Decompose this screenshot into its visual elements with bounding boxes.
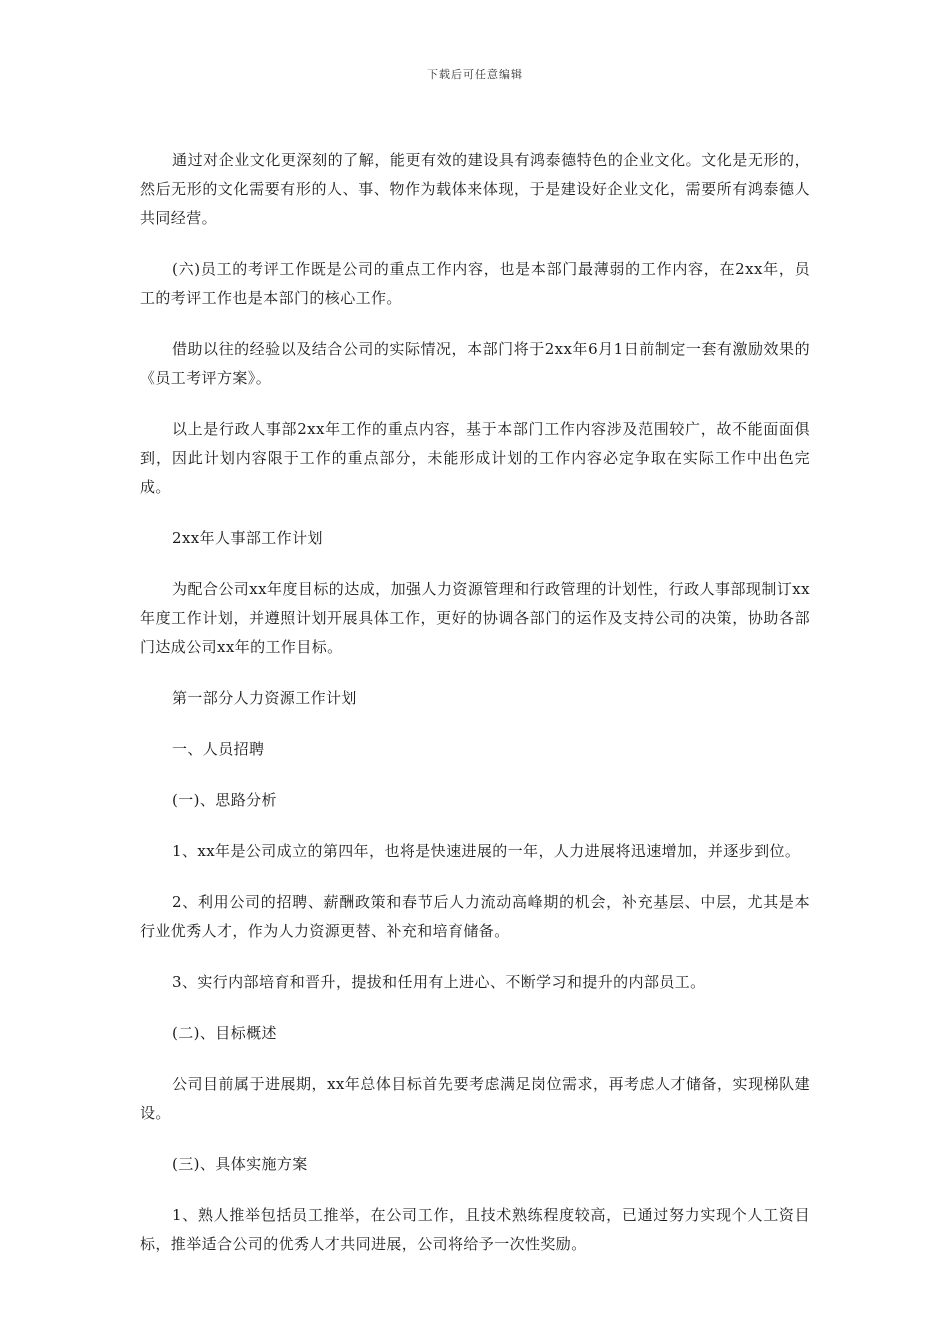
section-heading-recruitment: 一、人员招聘 [172,740,265,758]
paragraph-intro: 为配合公司xx年度目标的达成，加强人力资源管理和行政管理的计划性，行政人事部现制订xx年度工作计划，并遵照计划开展具体工作，更好的协调各部门的运作及支持公司的决策，协助各部门达成公司xx年的工作目标。 [140,580,810,656]
list-item-analysis-3: 3、实行内部培育和晋升，提拔和任用有上进心、不断学习和提升的内部员工。 [172,973,706,991]
paragraph-evaluation: (六)员工的考评工作既是公司的重点工作内容，也是本部门最薄弱的工作内容，在2xx年，员工的考评工作也是本部门的核心工作。 [140,260,810,307]
section-heading-part-one: 第一部分人力资源工作计划 [172,689,357,707]
subheading-analysis: (一)、思路分析 [172,791,277,809]
list-item-analysis-1: 1、xx年是公司成立的第四年，也将是快速进展的一年，人力进展将迅速增加，并逐步到位。 [172,842,801,860]
list-item-implementation-1: 1、熟人推举包括员工推举，在公司工作，且技术熟练程度较高，已通过努力实现个人工资目标，推举适合公司的优秀人才共同进展，公司将给予一次性奖励。 [140,1206,810,1253]
paragraph-evaluation-plan: 借助以往的经验以及结合公司的实际情况，本部门将于2xx年6月1日前制定一套有激励效果的《员工考评方案》。 [140,340,810,387]
page-header: 下载后可任意编辑 [427,68,523,81]
subheading-implementation: (三)、具体实施方案 [172,1155,308,1173]
subheading-goals: (二)、目标概述 [172,1024,277,1042]
paragraph-culture: 通过对企业文化更深刻的了解，能更有效的建设具有鸿泰德特色的企业文化。文化是无形的，然后无形的文化需要有形的人、事、物作为载体来体现，于是建设好企业文化，需要所有鸿泰德人共同经营。 [140,151,810,227]
document-body [140,146,810,1281]
paragraph-summary: 以上是行政人事部2xx年工作的重点内容，基于本部门工作内容涉及范围较广，故不能面面俱到，因此计划内容限于工作的重点部分，未能形成计划的工作内容必定争取在实际工作中出色完成。 [140,420,810,496]
list-item-analysis-2: 2、利用公司的招聘、薪酬政策和春节后人力流动高峰期的机会，补充基层、中层，尤其是本行业优秀人才，作为人力资源更替、补充和培育储备。 [140,893,810,940]
paragraph-goals: 公司目前属于进展期，xx年总体目标首先要考虑满足岗位需求，再考虑人才储备，实现梯队建设。 [140,1075,810,1122]
section-title-hr-plan: 2xx年人事部工作计划 [172,529,323,547]
